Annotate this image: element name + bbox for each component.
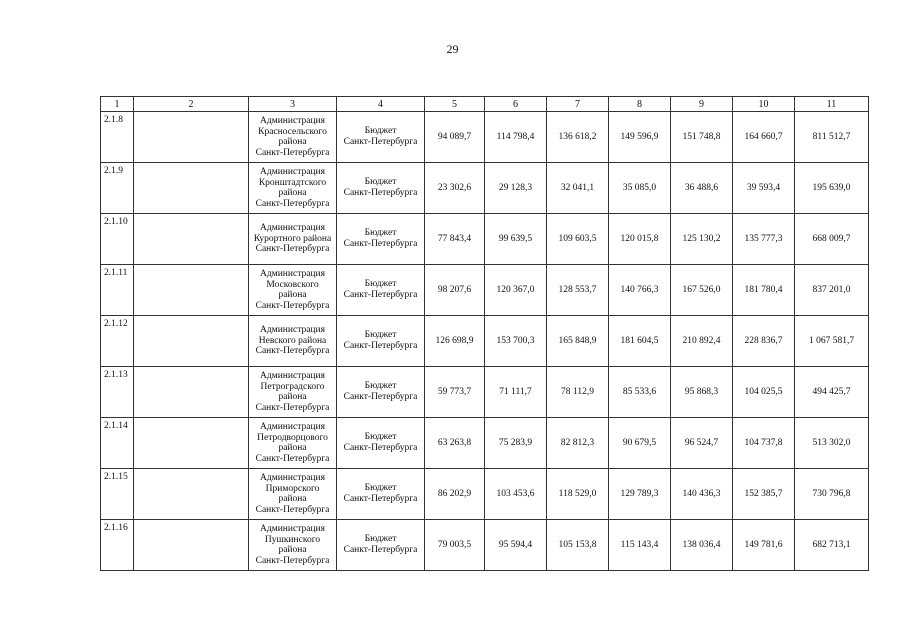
row-value-col-5: 94 089,7: [425, 112, 485, 163]
row-value-col-9: 125 130,2: [671, 214, 733, 265]
administration-line: района: [278, 494, 307, 504]
column-header-9: 9: [671, 97, 733, 112]
row-value-col-9: 151 748,8: [671, 112, 733, 163]
row-value-col-6: 95 594,4: [485, 520, 547, 571]
row-value-col-9: 140 436,3: [671, 469, 733, 520]
row-code: 2.1.9: [101, 163, 134, 214]
row-value-col-10: 149 781,6: [733, 520, 795, 571]
funding-source-line: Санкт-Петербурга: [343, 188, 418, 198]
row-value-col-10: 135 777,3: [733, 214, 795, 265]
row-value-col-6: 29 128,3: [485, 163, 547, 214]
row-col2: [134, 163, 249, 214]
row-value-col-7: 165 848,9: [547, 316, 609, 367]
administration-line: Администрация: [260, 223, 325, 234]
row-value-col-8: 181 604,5: [609, 316, 671, 367]
row-value-col-5: 23 302,6: [425, 163, 485, 214]
row-administration: [249, 163, 337, 214]
row-value-col-11: 730 796,8: [795, 469, 869, 520]
row-value-col-6: 120 367,0: [485, 265, 547, 316]
funding-source-line: Бюджет: [364, 279, 397, 289]
budget-table: [100, 96, 869, 571]
administration-line: Санкт-Петербурга: [255, 555, 330, 566]
row-administration: [249, 520, 337, 571]
administration-line: Администрация: [260, 524, 325, 534]
row-col2: [134, 367, 249, 418]
column-header-1: 1: [101, 97, 134, 112]
column-header-2: 2: [134, 97, 249, 112]
row-col2: [134, 520, 249, 571]
administration-line: района: [278, 443, 307, 453]
row-code: 2.1.16: [101, 520, 134, 571]
row-value-col-8: 149 596,9: [609, 112, 671, 163]
row-value-col-8: 140 766,3: [609, 265, 671, 316]
row-value-col-11: 668 009,7: [795, 214, 869, 265]
row-value-col-7: 136 618,2: [547, 112, 609, 163]
administration-line: Санкт-Петербурга: [255, 346, 330, 357]
column-header-8: 8: [609, 97, 671, 112]
header-row: [101, 97, 869, 112]
row-code: 2.1.14: [101, 418, 134, 469]
administration-line: Администрация: [260, 269, 325, 279]
row-value-col-8: 129 789,3: [609, 469, 671, 520]
row-funding-source: [337, 520, 425, 571]
funding-source-line: Бюджет: [364, 381, 397, 391]
administration-line: района: [278, 188, 307, 198]
row-value-col-9: 95 868,3: [671, 367, 733, 418]
funding-source-line: Бюджет: [364, 330, 397, 340]
funding-source-line: Бюджет: [364, 177, 397, 187]
row-code: 2.1.10: [101, 214, 134, 265]
column-header-5: 5: [425, 97, 485, 112]
row-value-col-7: 128 553,7: [547, 265, 609, 316]
administration-line: района: [278, 290, 307, 300]
row-value-col-11: 811 512,7: [795, 112, 869, 163]
row-value-col-10: 152 385,7: [733, 469, 795, 520]
row-administration: [249, 367, 337, 418]
funding-source-line: Санкт-Петербурга: [343, 392, 418, 402]
funding-source-line: Санкт-Петербурга: [343, 239, 418, 249]
administration-line: Санкт-Петербурга: [255, 147, 330, 158]
row-code: 2.1.13: [101, 367, 134, 418]
row-value-col-6: 71 111,7: [485, 367, 547, 418]
row-administration: [249, 418, 337, 469]
row-value-col-10: 228 836,7: [733, 316, 795, 367]
row-administration: [249, 316, 337, 367]
row-value-col-10: 104 737,8: [733, 418, 795, 469]
row-administration: [249, 214, 337, 265]
table-row: [101, 112, 869, 163]
row-col2: [134, 214, 249, 265]
row-col2: [134, 265, 249, 316]
row-funding-source: [337, 469, 425, 520]
row-value-col-11: 195 639,0: [795, 163, 869, 214]
administration-line: Администрация: [260, 422, 325, 432]
row-code: 2.1.8: [101, 112, 134, 163]
administration-line: Санкт-Петербурга: [255, 244, 330, 255]
administration-line: Курортного района: [253, 233, 332, 244]
row-value-col-9: 138 036,4: [671, 520, 733, 571]
administration-line: Администрация: [260, 325, 325, 336]
administration-line: Кронштадтского: [258, 177, 327, 188]
row-funding-source: [337, 214, 425, 265]
administration-line: Петроградского: [260, 381, 325, 392]
funding-source-line: Санкт-Петербурга: [343, 545, 418, 555]
funding-source-line: Бюджет: [364, 534, 397, 544]
table-row: [101, 367, 869, 418]
column-header-6: 6: [485, 97, 547, 112]
row-code: 2.1.11: [101, 265, 134, 316]
administration-line: Администрация: [260, 371, 325, 381]
row-funding-source: [337, 112, 425, 163]
row-value-col-11: 1 067 581,7: [795, 316, 869, 367]
row-value-col-8: 120 015,8: [609, 214, 671, 265]
row-value-col-10: 181 780,4: [733, 265, 795, 316]
table-body: [101, 112, 869, 571]
administration-line: Администрация: [260, 116, 325, 126]
table-row: [101, 469, 869, 520]
row-value-col-6: 153 700,3: [485, 316, 547, 367]
row-value-col-9: 36 488,6: [671, 163, 733, 214]
row-value-col-10: 104 025,5: [733, 367, 795, 418]
row-code: 2.1.15: [101, 469, 134, 520]
table-row: [101, 316, 869, 367]
row-value-col-11: 837 201,0: [795, 265, 869, 316]
page-number: 29: [446, 42, 459, 56]
row-administration: [249, 469, 337, 520]
row-value-col-5: 98 207,6: [425, 265, 485, 316]
row-value-col-5: 59 773,7: [425, 367, 485, 418]
table-row: [101, 265, 869, 316]
funding-source-line: Санкт-Петербурга: [343, 443, 418, 453]
row-value-col-9: 167 526,0: [671, 265, 733, 316]
funding-source-line: Санкт-Петербурга: [343, 494, 418, 504]
row-value-col-8: 115 143,4: [609, 520, 671, 571]
row-value-col-5: 77 843,4: [425, 214, 485, 265]
row-value-col-10: 164 660,7: [733, 112, 795, 163]
administration-line: Санкт-Петербурга: [255, 300, 330, 311]
row-value-col-7: 78 112,9: [547, 367, 609, 418]
row-value-col-6: 114 798,4: [485, 112, 547, 163]
table-row: [101, 214, 869, 265]
administration-line: Приморского: [265, 483, 320, 494]
row-value-col-6: 103 453,6: [485, 469, 547, 520]
column-header-10: 10: [733, 97, 795, 112]
row-funding-source: [337, 367, 425, 418]
row-value-col-11: 513 302,0: [795, 418, 869, 469]
administration-line: Санкт-Петербурга: [255, 504, 330, 515]
row-value-col-8: 90 679,5: [609, 418, 671, 469]
administration-line: Пушкинского: [264, 534, 321, 545]
administration-line: Санкт-Петербурга: [255, 453, 330, 464]
row-value-col-7: 118 529,0: [547, 469, 609, 520]
administration-line: Санкт-Петербурга: [255, 198, 330, 209]
funding-source-line: Санкт-Петербурга: [343, 137, 418, 147]
row-col2: [134, 469, 249, 520]
administration-line: Красносельского: [258, 126, 327, 137]
funding-source-line: Бюджет: [364, 483, 397, 493]
column-header-11: 11: [795, 97, 869, 112]
row-value-col-5: 79 003,5: [425, 520, 485, 571]
administration-line: Администрация: [260, 167, 325, 177]
row-value-col-7: 82 812,3: [547, 418, 609, 469]
administration-line: Санкт-Петербурга: [255, 402, 330, 413]
row-value-col-8: 35 085,0: [609, 163, 671, 214]
column-header-4: 4: [337, 97, 425, 112]
row-administration: [249, 112, 337, 163]
row-value-col-7: 32 041,1: [547, 163, 609, 214]
funding-source-line: Санкт-Петербурга: [343, 290, 418, 300]
administration-line: района: [278, 137, 307, 147]
column-header-3: 3: [249, 97, 337, 112]
table-row: [101, 520, 869, 571]
row-value-col-5: 63 263,8: [425, 418, 485, 469]
funding-source-line: Бюджет: [364, 228, 397, 238]
row-funding-source: [337, 163, 425, 214]
funding-source-line: Бюджет: [364, 126, 397, 136]
row-value-col-10: 39 593,4: [733, 163, 795, 214]
row-col2: [134, 112, 249, 163]
row-value-col-9: 96 524,7: [671, 418, 733, 469]
row-value-col-6: 99 639,5: [485, 214, 547, 265]
administration-line: Московского: [266, 279, 319, 290]
row-administration: [249, 265, 337, 316]
funding-source-line: Санкт-Петербурга: [343, 341, 418, 351]
row-col2: [134, 418, 249, 469]
row-value-col-5: 86 202,9: [425, 469, 485, 520]
administration-line: района: [278, 545, 307, 555]
administration-line: Петродворцового: [257, 432, 328, 443]
row-col2: [134, 316, 249, 367]
row-value-col-11: 494 425,7: [795, 367, 869, 418]
row-value-col-6: 75 283,9: [485, 418, 547, 469]
column-header-7: 7: [547, 97, 609, 112]
row-value-col-8: 85 533,6: [609, 367, 671, 418]
table-row: [101, 163, 869, 214]
row-funding-source: [337, 316, 425, 367]
row-value-col-11: 682 713,1: [795, 520, 869, 571]
row-value-col-7: 109 603,5: [547, 214, 609, 265]
table-row: [101, 418, 869, 469]
row-value-col-7: 105 153,8: [547, 520, 609, 571]
funding-source-line: Бюджет: [364, 432, 397, 442]
administration-line: Невского района: [258, 335, 327, 346]
administration-line: района: [278, 392, 307, 402]
row-value-col-5: 126 698,9: [425, 316, 485, 367]
administration-line: Администрация: [260, 473, 325, 483]
row-funding-source: [337, 265, 425, 316]
row-funding-source: [337, 418, 425, 469]
row-value-col-9: 210 892,4: [671, 316, 733, 367]
row-code: 2.1.12: [101, 316, 134, 367]
